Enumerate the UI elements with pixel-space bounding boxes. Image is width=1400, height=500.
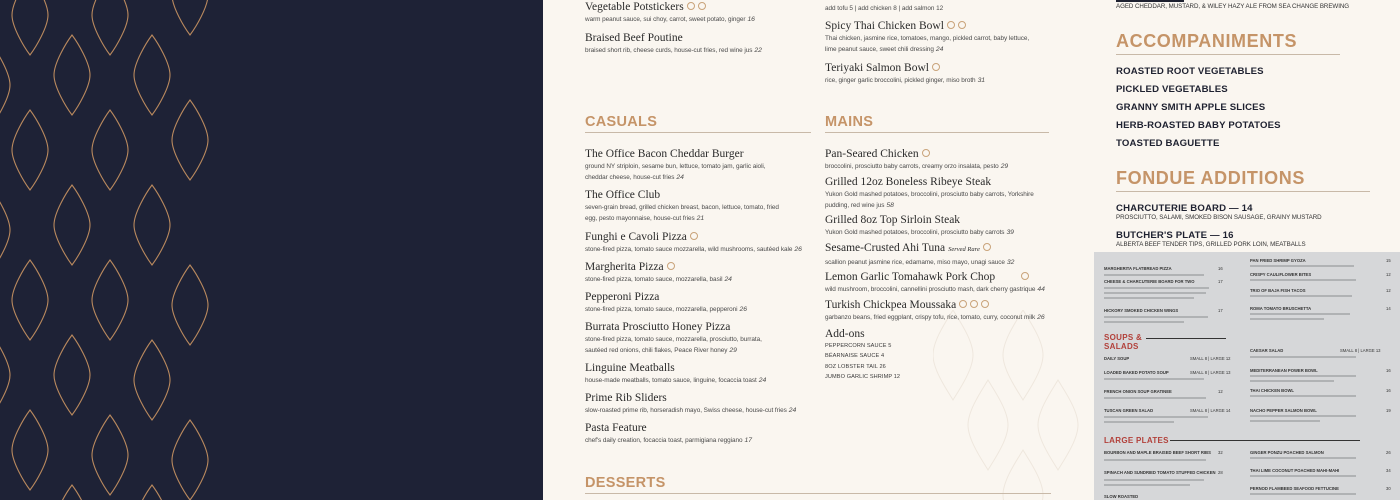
photo-item: TRIO OF BAJA FISH TACOS	[1250, 288, 1306, 293]
photo-item: FRENCH ONION SOUP GRATINEE	[1104, 389, 1172, 394]
item-desc-line1: stone-fired pizza, tomato sauce, mozzarella, prosciutto, burrata,	[585, 336, 762, 343]
photo-item: THAI LIME COCONUT POACHED MAHI-MAHI	[1250, 468, 1340, 473]
dairy-free-icon	[932, 63, 940, 71]
menu-item-chickpea-moussaka	[825, 298, 1045, 323]
item-desc-line2: sautéed red onions, chili flakes, Peace River honey	[585, 347, 728, 354]
vegan-icon	[959, 300, 967, 308]
photo-price: 12	[1386, 288, 1391, 293]
fondue-addition-desc: ALBERTA BEEF TENDER TIPS, GRILLED PORK LOIN, MEATBALLS	[1116, 241, 1306, 248]
photo-price: 16	[1218, 266, 1223, 271]
photo-section-large-plates: LARGE PLATES	[1104, 436, 1169, 445]
item-price: 26	[1037, 314, 1045, 321]
menu-item-tomahawk-pork-chop	[825, 270, 1045, 295]
photo-price: 12	[1218, 389, 1223, 394]
photo-item: PAN FRIED SHRIMP GYOZA	[1250, 258, 1306, 263]
photo-price: 16	[1386, 368, 1391, 373]
item-price: 44	[1037, 286, 1045, 293]
item-name: Grilled 12oz Boneless Ribeye Steak	[825, 176, 992, 188]
photo-section-line: SOUPS &	[1104, 333, 1143, 342]
item-name: Vegetable Potstickers	[585, 1, 684, 13]
dairy-free-icon	[981, 300, 989, 308]
item-name: Burrata Prosciutto Honey Pizza	[585, 321, 731, 333]
menu-item-spicy-thai-chicken-bowl	[825, 19, 1029, 55]
section-divider	[1116, 191, 1370, 192]
item-price: 24	[676, 174, 684, 181]
dairy-free-icon	[983, 243, 991, 251]
photo-price: 17	[1218, 279, 1223, 284]
add-ons-title: Add-ons	[825, 328, 865, 340]
photo-price: 34	[1386, 468, 1391, 473]
vegetarian-icon	[667, 262, 675, 270]
item-desc: broccolini, prosciutto baby carrots, creamy orzo insalata, pesto	[825, 163, 999, 170]
item-price: 32	[1006, 259, 1015, 266]
item-desc: braised short rib, cheese curds, house-cut fries, red wine jus	[585, 47, 753, 54]
item-desc: garbanzo beans, fried eggplant, crispy tofu, rice, tomato, curry, coconut milk	[825, 314, 1036, 321]
menu-item-prime-rib-sliders	[585, 391, 796, 416]
item-price: 24	[935, 46, 944, 53]
menu-item-funghi-cavoli-pizza	[585, 230, 802, 255]
item-desc-line2: cheddar cheese, house-cut fries	[585, 174, 675, 181]
section-divider	[585, 132, 811, 133]
bowl-add-on-line	[825, 3, 943, 14]
photo-item: HICKORY SMOKED CHICKEN WINGS	[1104, 308, 1179, 313]
accompaniment-item: HERB-ROASTED BABY POTATOES	[1116, 120, 1281, 131]
item-desc: house-made meatballs, tomato sauce, linguine, focaccia toast	[585, 377, 757, 384]
item-price: 22	[754, 47, 762, 54]
item-desc: warm peanut sauce, sui choy, carrot, sweet potato, ginger	[585, 16, 746, 23]
photo-size-price: SMALL 8 | LARGE 12	[1190, 356, 1231, 361]
item-desc: wild mushroom, broccolini, cannellini prosciutto mash, dark cherry gastrique	[825, 286, 1036, 293]
item-name: The Office Club	[585, 189, 661, 201]
photo-item: MARGHERITA FLATBREAD PIZZA	[1104, 266, 1172, 271]
gluten-free-icon	[947, 21, 955, 29]
menu-item-bacon-cheddar-burger	[585, 147, 766, 183]
photo-item: THAI CHICKEN BOWL	[1250, 388, 1294, 393]
item-price: 24	[724, 276, 732, 283]
menu-item-pasta-feature	[585, 421, 752, 446]
item-desc: Yukon Gold mashed potatoes, broccolini, prosciutto baby carrots	[825, 229, 1005, 236]
item-desc-line2: lime peanut sauce, sweet chili dressing	[825, 46, 934, 53]
accompaniment-item: PICKLED VEGETABLES	[1116, 84, 1228, 95]
add-on-item: JUMBO GARLIC SHRIMP 12	[825, 374, 901, 381]
decorative-pattern-panel	[0, 0, 543, 500]
photo-price: 17	[1218, 308, 1223, 313]
menu-item-linguine-meatballs	[585, 361, 766, 386]
photo-item: PERNOD FLAMBEED SEAFOOD FETTUCINE	[1250, 486, 1339, 491]
photo-description-text-lines	[1094, 252, 1400, 500]
photo-price: 16	[1386, 388, 1391, 393]
item-desc: rice, ginger garlic broccolini, pickled ginger, miso broth	[825, 77, 976, 84]
menu-item-vegetable-potstickers	[585, 0, 755, 25]
photo-price: 12	[1386, 272, 1391, 277]
item-name: Lemon Garlic Tomahawk Pork Chop	[825, 271, 996, 283]
item-desc-line1: ground NY striploin, sesame bun, lettuce, tomato jam, garlic aioli,	[585, 163, 766, 170]
faint-diamond-watermark	[933, 310, 1093, 500]
photo-section-line: SALADS	[1104, 342, 1139, 351]
add-on-item: PEPPERCORN SAUCE 5	[825, 343, 892, 349]
item-name: The Office Bacon Cheddar Burger	[585, 148, 744, 160]
photo-item: ROMA TOMATO BRUSCHETTA	[1250, 306, 1312, 311]
photo-item: LOADED BAKED POTATO SOUP	[1104, 370, 1169, 375]
photo-size-price: SMALL 8 | LARGE 13	[1340, 348, 1381, 353]
item-price: 26	[739, 306, 748, 313]
photo-item: BOURBON AND MAPLE BRAISED BEEF SHORT RIBS	[1104, 450, 1211, 455]
gluten-free-icon	[698, 2, 706, 10]
item-price: 29	[729, 347, 737, 354]
photo-item: SLOW ROASTED	[1104, 494, 1139, 499]
section-title-desserts: DESSERTS	[585, 475, 666, 491]
photo-item: SPINACH AND SUNDRIED TOMATO STUFFED CHICKEN	[1104, 470, 1216, 475]
photo-item: CRISPY CAULIFLOWER BITES	[1250, 272, 1312, 277]
accompaniment-item: TOASTED BAGUETTE	[1116, 138, 1220, 149]
item-price: 24	[758, 377, 767, 384]
item-name: Prime Rib Sliders	[585, 392, 667, 404]
item-name: Margherita Pizza	[585, 261, 664, 273]
menu-item-pepperoni-pizza	[585, 290, 747, 315]
photo-price: 14	[1386, 306, 1391, 311]
fondue-addition-charcuterie: CHARCUTERIE BOARD — 14	[1116, 203, 1253, 214]
menu-item-burrata-prosciutto-pizza	[585, 320, 762, 356]
photo-item: GINGER PONZU POACHED SALMON	[1250, 450, 1324, 455]
section-divider	[585, 493, 1051, 494]
diamond-grid	[0, 0, 208, 500]
accompaniment-item: GRANNY SMITH APPLE SLICES	[1116, 102, 1266, 113]
item-price: 17	[744, 437, 752, 444]
photo-price: 28	[1218, 470, 1223, 475]
item-price: 21	[696, 215, 705, 222]
dairy-free-icon	[958, 21, 966, 29]
item-desc: add tofu 5 | add chicken 8 | add salmon 12	[825, 5, 944, 12]
menu-item-margherita-pizza	[585, 260, 732, 285]
menu-item-teriyaki-salmon-bowl	[825, 61, 985, 86]
photo-size-price: SMALL 8 | LARGE 13	[1190, 370, 1231, 375]
item-price: 31	[977, 77, 986, 84]
menu-item-ribeye-steak	[825, 175, 1034, 211]
menu-item-sirloin-steak	[825, 213, 1014, 238]
photo-price: 32	[1218, 450, 1223, 455]
vegetarian-icon	[690, 232, 698, 240]
add-on-item: 8OZ LOBSTER TAIL 26	[825, 363, 886, 370]
item-desc-line1: Yukon Gold mashed potatoes, broccolini, prosciutto baby carrots, Yorkshire	[825, 191, 1034, 198]
item-desc: slow-roasted prime rib, horseradish mayo, Swiss cheese, house-cut fries	[585, 407, 787, 414]
item-price: 16	[747, 16, 755, 23]
section-title-mains: MAINS	[825, 114, 874, 130]
item-desc-line1: seven-grain bread, grilled chicken breast, bacon, lettuce, tomato, fried	[585, 204, 779, 211]
item-name: Turkish Chickpea Moussaka	[825, 299, 957, 311]
item-desc: stone-fired pizza, tomato sauce, mozzarella, pepperoni	[585, 306, 738, 313]
item-price: 58	[886, 202, 894, 209]
photo-price: 19	[1386, 408, 1391, 413]
item-price: 39	[1006, 229, 1014, 236]
section-divider	[825, 132, 1049, 133]
item-name: Grilled 8oz Top Sirloin Steak	[825, 214, 961, 226]
cut-off-heading	[1116, 0, 1184, 2]
item-desc: stone-fired pizza, tomato sauce mozzarella, wild mushrooms, sautéed kale	[585, 246, 793, 253]
photo-price: 30	[1386, 486, 1391, 491]
add-ons-block	[825, 327, 900, 383]
photo-item: MEDITERRANEAN POWER BOWL	[1250, 368, 1318, 373]
item-name: Funghi e Cavoli Pizza	[585, 231, 687, 243]
printed-menu-photo	[1094, 252, 1400, 500]
menu-item-office-club	[585, 188, 779, 224]
add-on-item: BÉARNAISE SAUCE 4	[825, 353, 885, 360]
item-desc: stone-fired pizza, tomato sauce, mozzarella, basil	[585, 276, 723, 283]
item-name: Pepperoni Pizza	[585, 291, 660, 303]
vegetarian-icon	[687, 2, 695, 10]
item-name: Linguine Meatballs	[585, 362, 675, 374]
photo-item: CHEESE & CHARCUTERIE BOARD FOR TWO	[1104, 279, 1195, 284]
photo-item: TUSCAN GREEN SALAD	[1104, 408, 1154, 413]
photo-price: 15	[1386, 258, 1391, 263]
section-title-accompaniments: ACCOMPANIMENTS	[1116, 31, 1298, 51]
item-name: Braised Beef Poutine	[585, 32, 683, 44]
photo-price: 26	[1386, 450, 1391, 455]
fondue-menu-panel	[1094, 0, 1400, 252]
fondue-addition-butchers-plate: BUTCHER'S PLATE — 16	[1116, 230, 1234, 241]
cheese-description: AGED CHEDDAR, MUSTARD, & WILEY HAZY ALE FROM SEA CHANGE BREWING	[1116, 3, 1350, 10]
main-menu-page	[543, 0, 1094, 500]
gluten-free-icon	[922, 149, 930, 157]
menu-item-pan-seared-chicken	[825, 147, 1008, 172]
photo-item: CAESAR SALAD	[1250, 348, 1284, 353]
item-desc-line2: egg, pesto mayonnaise, house-cut fries	[585, 215, 695, 222]
item-name: Teriyaki Salmon Bowl	[825, 62, 929, 74]
item-desc-line2: pudding, red wine jus	[825, 202, 885, 209]
diamond-pattern	[0, 0, 543, 500]
item-price: 26	[794, 246, 802, 253]
item-name: Pasta Feature	[585, 422, 647, 434]
item-desc-line1: Thai chicken, jasmine rice, tomatoes, mango, pickled carrot, baby lettuce,	[825, 35, 1030, 42]
item-price: 24	[788, 407, 797, 414]
item-name: Spicy Thai Chicken Bowl	[825, 20, 944, 32]
item-desc: scallion peanut jasmine rice, edamame, miso mayo, unagi sauce	[825, 259, 1005, 266]
item-desc: chef's daily creation, focaccia toast, parmigiana reggiano	[585, 437, 743, 444]
photo-item: NACHO PEPPER SALMON BOWL	[1250, 408, 1317, 413]
gluten-free-icon	[970, 300, 978, 308]
menu-item-braised-beef-poutine	[585, 31, 762, 56]
section-title-fondue-additions: FONDUE ADDITIONS	[1116, 168, 1305, 188]
section-title-casuals: CASUALS	[585, 114, 658, 130]
item-price: 29	[1000, 163, 1009, 170]
menu-item-ahi-tuna	[825, 241, 1014, 268]
photo-item: DAILY SOUP	[1104, 356, 1130, 361]
fondue-addition-desc: PROSCIUTTO, SALAMI, SMOKED BISON SAUSAGE, GRAINY MUSTARD	[1116, 214, 1322, 221]
item-name: Pan-Seared Chicken	[825, 148, 919, 160]
accompaniment-item: ROASTED ROOT VEGETABLES	[1116, 66, 1264, 77]
gluten-free-icon	[1021, 272, 1029, 280]
item-name: Sesame-Crusted Ahi Tuna	[825, 242, 946, 254]
photo-size-price: SMALL 8 | LARGE 14	[1190, 408, 1231, 413]
served-rare-note: Served Rare	[948, 246, 980, 253]
section-divider	[1116, 54, 1340, 55]
